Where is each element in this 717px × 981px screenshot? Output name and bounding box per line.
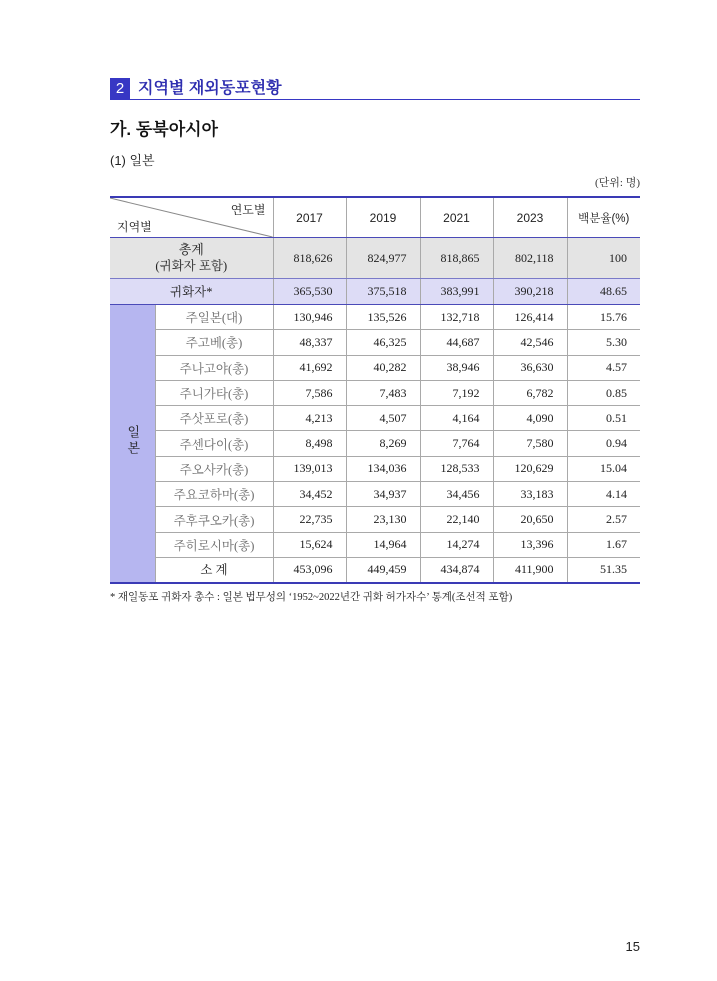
percent-share: 4.14 <box>567 482 640 507</box>
header-corner-cell <box>110 197 273 238</box>
value-2023: 42,546 <box>493 330 567 355</box>
table-row <box>110 532 640 557</box>
value-2019: 7,483 <box>346 380 420 405</box>
table-row <box>110 406 640 431</box>
table-row <box>110 482 640 507</box>
total-label: 총계 <box>178 242 204 257</box>
consulate-name: 주니가타(총) <box>155 380 273 405</box>
value-2023: 6,782 <box>493 380 567 405</box>
subtotal-2021: 434,874 <box>420 557 493 583</box>
total-2021: 818,865 <box>420 238 493 279</box>
subtotal-2019: 449,459 <box>346 557 420 583</box>
value-2021: 7,764 <box>420 431 493 456</box>
naturalized-percent: 48.65 <box>567 279 640 305</box>
naturalized-2023: 390,218 <box>493 279 567 305</box>
value-2019: 134,036 <box>346 456 420 481</box>
naturalized-2021: 383,991 <box>420 279 493 305</box>
value-2021: 4,164 <box>420 406 493 431</box>
value-2019: 40,282 <box>346 355 420 380</box>
value-2019: 135,526 <box>346 305 420 330</box>
percent-share: 0.51 <box>567 406 640 431</box>
section-title: 지역별 재외동포현황 <box>138 80 282 97</box>
subtotal-2023: 411,900 <box>493 557 567 583</box>
percent-share: 5.30 <box>567 330 640 355</box>
subtotal-row <box>110 557 640 583</box>
value-2021: 22,140 <box>420 507 493 532</box>
total-row <box>110 238 640 279</box>
value-2023: 120,629 <box>493 456 567 481</box>
region-label: 일본 <box>125 425 141 458</box>
total-2017: 818,626 <box>273 238 346 279</box>
value-2021: 44,687 <box>420 330 493 355</box>
consulate-name: 주히로시마(총) <box>155 532 273 557</box>
total-percent: 100 <box>567 238 640 279</box>
country-heading: (1) 일본 <box>110 153 155 168</box>
value-2017: 22,735 <box>273 507 346 532</box>
table-row <box>110 380 640 405</box>
value-2021: 38,946 <box>420 355 493 380</box>
value-2023: 20,650 <box>493 507 567 532</box>
value-2019: 34,937 <box>346 482 420 507</box>
consulate-name: 주요코하마(총) <box>155 482 273 507</box>
value-2023: 4,090 <box>493 406 567 431</box>
value-2019: 46,325 <box>346 330 420 355</box>
value-2017: 48,337 <box>273 330 346 355</box>
table-row <box>110 431 640 456</box>
section-number-badge: 2 <box>110 78 130 99</box>
consulate-name: 주오사카(총) <box>155 456 273 481</box>
region-cell <box>110 305 155 583</box>
percent-share: 15.04 <box>567 456 640 481</box>
header-row <box>110 197 640 238</box>
consulate-name: 주센다이(총) <box>155 431 273 456</box>
value-2017: 34,452 <box>273 482 346 507</box>
table-footnote: * 재일동포 귀화자 총수 : 일본 법무성의 ‘1952~2022년간 귀화 허가자수’ 통계(조선적 포함) <box>110 592 513 603</box>
value-2017: 7,586 <box>273 380 346 405</box>
table-row <box>110 456 640 481</box>
total-label-cell <box>110 238 273 279</box>
consulate-name: 주삿포로(총) <box>155 406 273 431</box>
value-2017: 8,498 <box>273 431 346 456</box>
region-axis-label: 지역별 <box>117 220 152 234</box>
subsection-title: 가. 동북아시아 <box>110 120 218 139</box>
section-underline <box>110 99 640 100</box>
naturalized-label: 귀화자* <box>110 279 273 305</box>
value-2023: 36,630 <box>493 355 567 380</box>
value-2023: 7,580 <box>493 431 567 456</box>
value-2019: 14,964 <box>346 532 420 557</box>
total-2023: 802,118 <box>493 238 567 279</box>
table-row <box>110 355 640 380</box>
value-2017: 15,624 <box>273 532 346 557</box>
value-2023: 33,183 <box>493 482 567 507</box>
japan-overseas-koreans-table <box>110 196 640 584</box>
total-2019: 824,977 <box>346 238 420 279</box>
percent-share: 0.94 <box>567 431 640 456</box>
value-2021: 128,533 <box>420 456 493 481</box>
value-2017: 139,013 <box>273 456 346 481</box>
header-year-2017: 2017 <box>273 197 346 238</box>
value-2017: 130,946 <box>273 305 346 330</box>
header-year-2021: 2021 <box>420 197 493 238</box>
consulate-name: 주후쿠오카(총) <box>155 507 273 532</box>
value-2021: 7,192 <box>420 380 493 405</box>
naturalized-2017: 365,530 <box>273 279 346 305</box>
value-2023: 126,414 <box>493 305 567 330</box>
value-2023: 13,396 <box>493 532 567 557</box>
value-2017: 41,692 <box>273 355 346 380</box>
value-2021: 14,274 <box>420 532 493 557</box>
percent-share: 0.85 <box>567 380 640 405</box>
value-2019: 23,130 <box>346 507 420 532</box>
table-row <box>110 305 640 330</box>
naturalized-2019: 375,518 <box>346 279 420 305</box>
header-year-2019: 2019 <box>346 197 420 238</box>
percent-share: 15.76 <box>567 305 640 330</box>
subtotal-2017: 453,096 <box>273 557 346 583</box>
unit-note: (단위: 명) <box>594 177 640 189</box>
consulate-name: 주일본(대) <box>155 305 273 330</box>
total-sublabel: (귀화자 포함) <box>155 259 228 273</box>
value-2017: 4,213 <box>273 406 346 431</box>
consulate-name: 주나고야(총) <box>155 355 273 380</box>
percent-share: 1.67 <box>567 532 640 557</box>
year-axis-label: 연도별 <box>230 203 266 217</box>
table-row <box>110 507 640 532</box>
header-percent: 백분율(%) <box>567 197 640 238</box>
value-2021: 132,718 <box>420 305 493 330</box>
subtotal-percent: 51.35 <box>567 557 640 583</box>
percent-share: 2.57 <box>567 507 640 532</box>
header-year-2023: 2023 <box>493 197 567 238</box>
subtotal-label: 소 계 <box>155 557 273 583</box>
consulate-name: 주고베(총) <box>155 330 273 355</box>
naturalized-row <box>110 279 640 305</box>
value-2021: 34,456 <box>420 482 493 507</box>
value-2019: 4,507 <box>346 406 420 431</box>
value-2019: 8,269 <box>346 431 420 456</box>
page-number: 15 <box>625 939 640 954</box>
percent-share: 4.57 <box>567 355 640 380</box>
table-row <box>110 330 640 355</box>
